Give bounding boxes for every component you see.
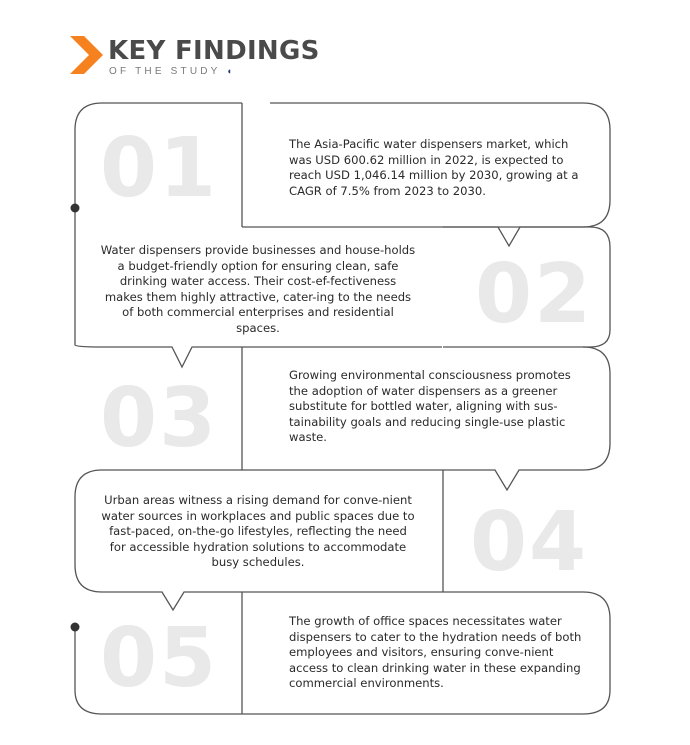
half-moon-icon: ◖ — [226, 66, 235, 76]
page-title: KEY FINDINGS — [108, 36, 320, 66]
finding-text-02: Water dispensers provide businesses and house-holds a budget-friendly option for ensuring clean, safe drinking water access. Their cost-ef-fectiveness makes them highly attractive, cater-ing to the needs of both commercial enterprises and residential spaces. — [100, 243, 416, 335]
finding-number-03: 03 — [100, 371, 219, 466]
page-subtitle: OF THE STUDY ◖ — [109, 66, 235, 77]
finding-number-01: 01 — [100, 121, 219, 216]
finding-text-04: Urban areas witness a rising demand for conve-nient water sources in workplaces and public spaces due to fast-paced, on-the-go lifestyles, reflecting the need for accessible hydration solutions to accommodate busy schedules. — [101, 493, 415, 569]
finding-text-05: The growth of office spaces necessitates water dispensers to cater to the hydration needs of both employees and visitors, ensuring conve-nient access to clean drinking water in these expanding commercial environments. — [289, 614, 582, 690]
flow-start-dot — [71, 204, 80, 213]
finding-text-01: The Asia-Pacific water dispensers market, which was USD 600.62 million in 2022, is expected to reach USD 1,046.14 million by 2030, growing at a CAGR of 7.5% from 2023 to 2030. — [289, 137, 579, 198]
finding-number-02: 02 — [475, 247, 594, 342]
finding-text-03: Growing environmental consciousness promotes the adoption of water dispensers as a greener substitute for bottled water, aligning with sus-tainability goals and reducing single-use plastic waste. — [289, 368, 571, 444]
flow-end-dot — [71, 623, 80, 632]
finding-number-04: 04 — [470, 495, 589, 590]
finding-number-05: 05 — [100, 611, 219, 706]
